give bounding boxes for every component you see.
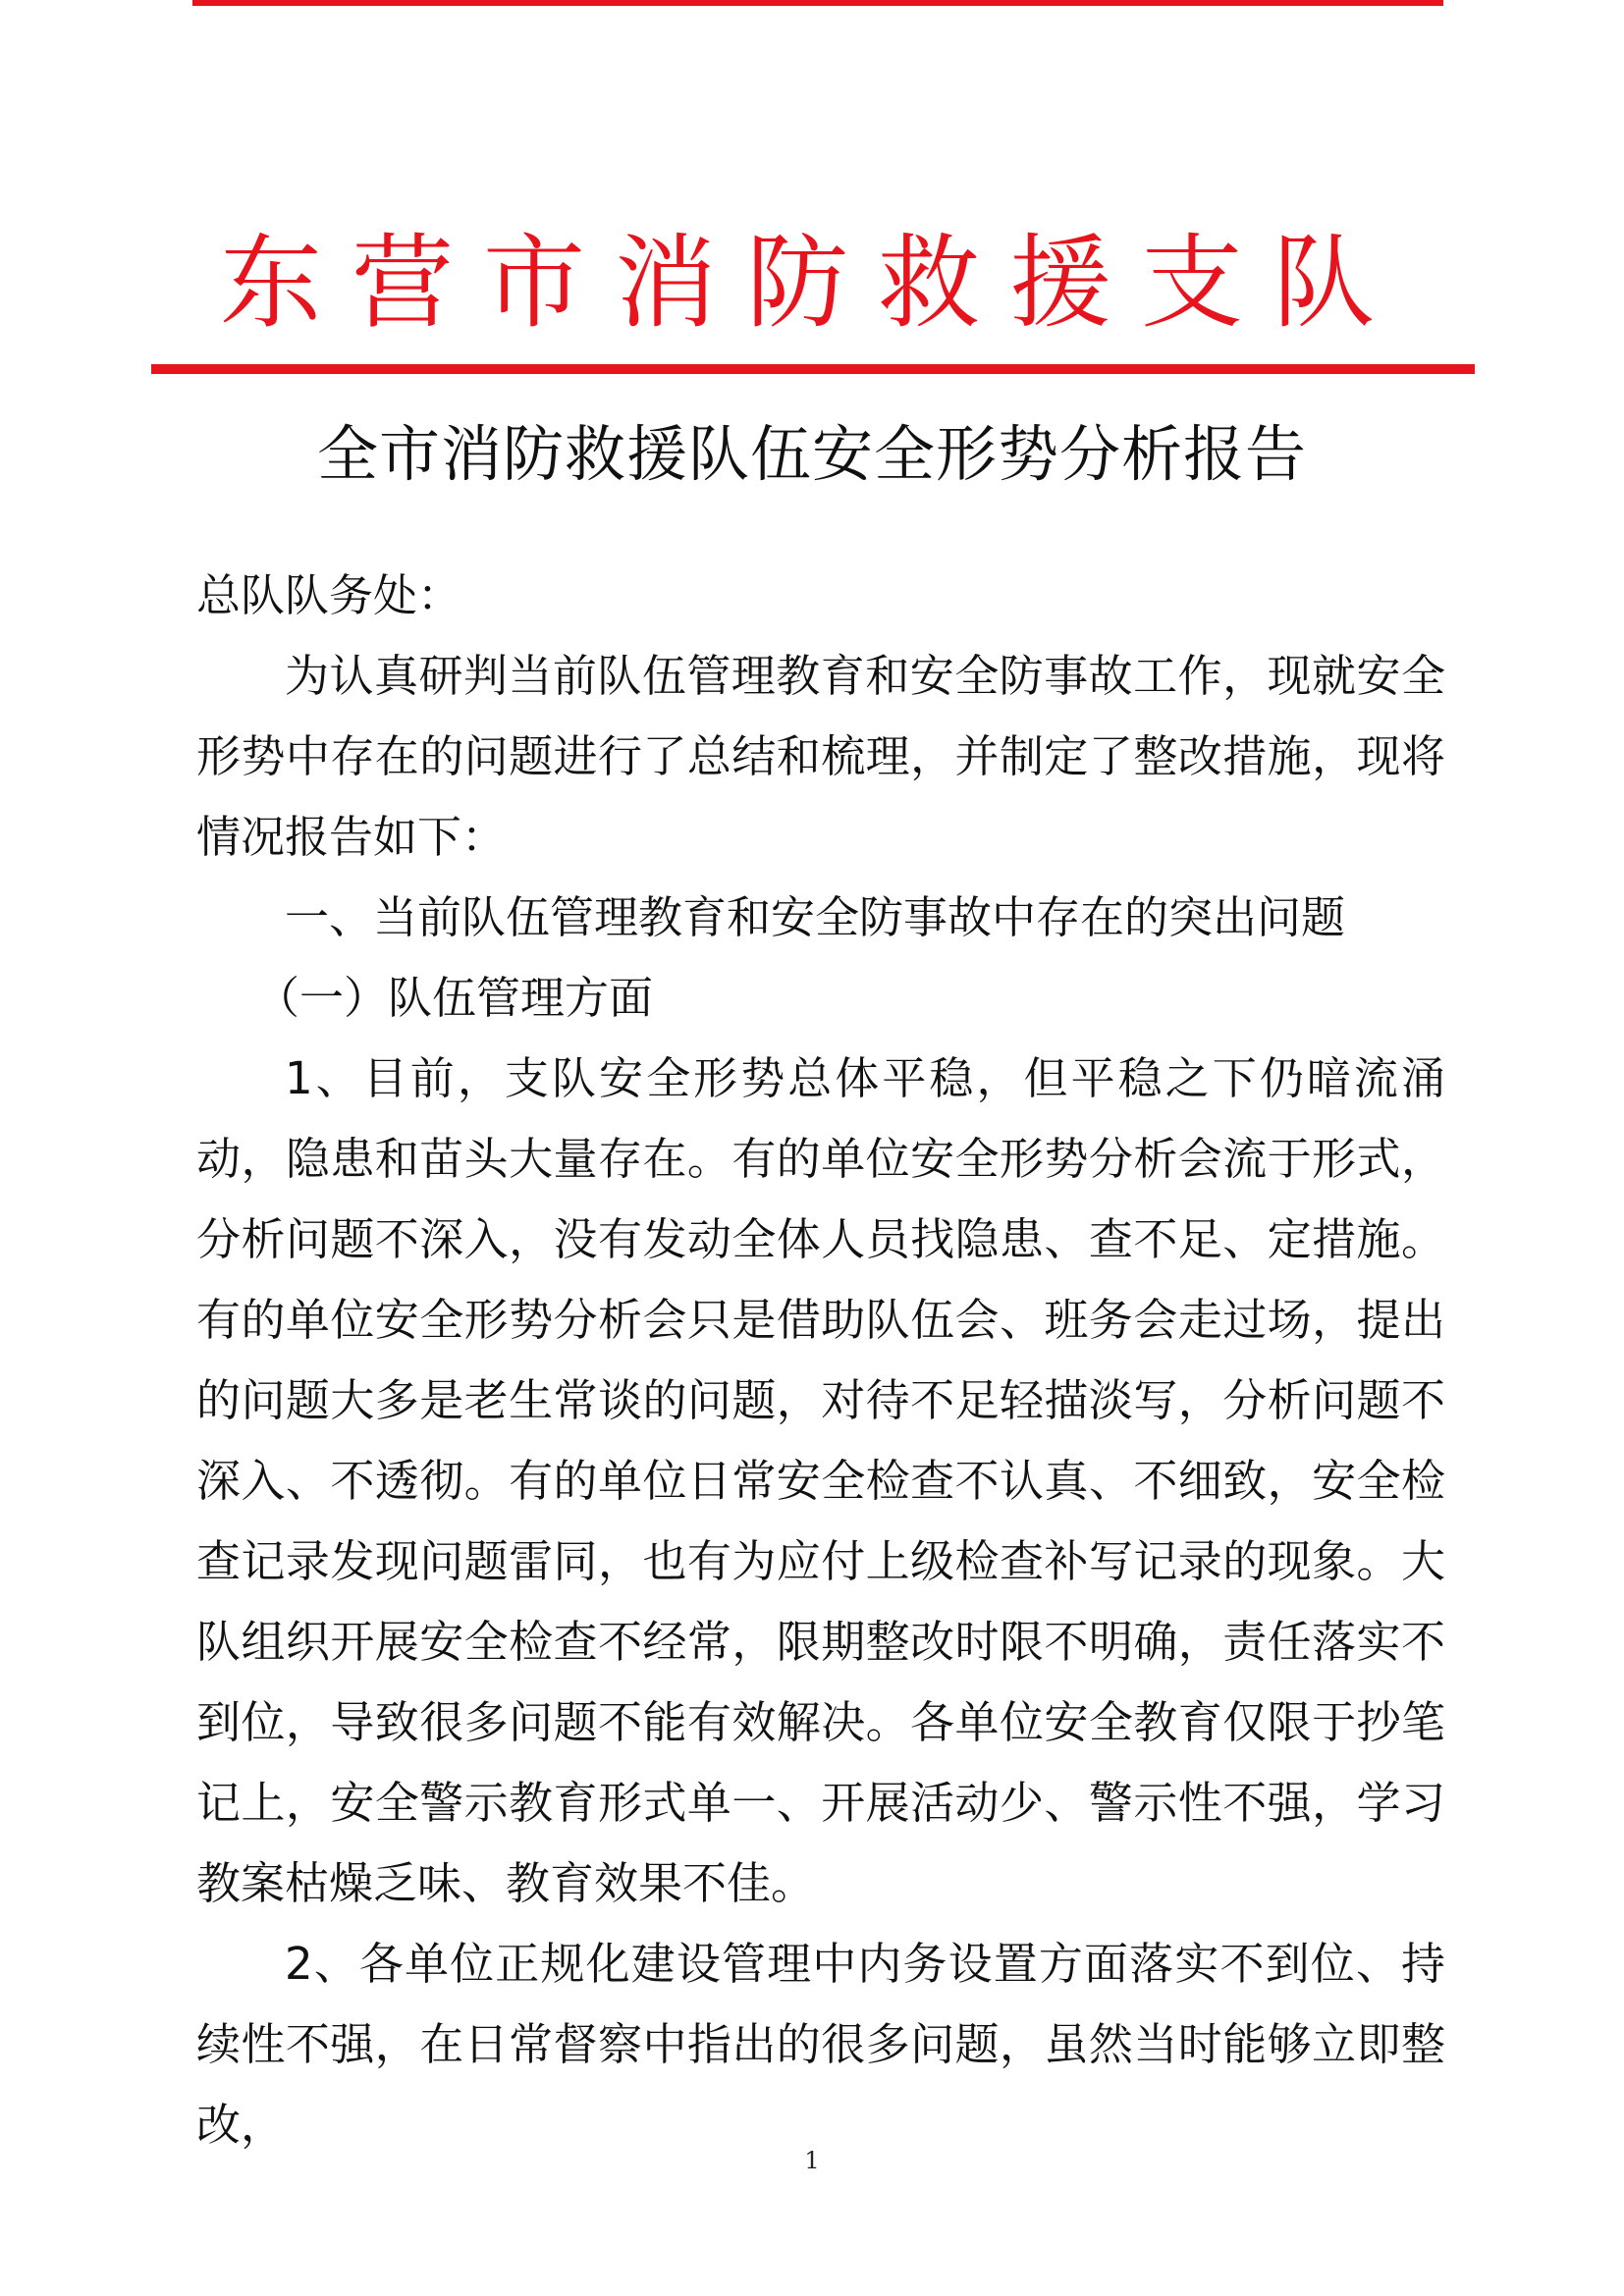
- header-red-rule: [151, 364, 1475, 374]
- organization-header: 东营市消防救援支队: [219, 223, 1404, 343]
- body-paragraph-2: 2、各单位正规化建设管理中内务设置方面落实不到位、持续性不强，在日常督察中指出的很多问题，虽然当时能够立即整改，: [196, 1938, 1445, 2151]
- top-red-rule: [192, 0, 1443, 6]
- salutation: 总队队务处：: [196, 569, 462, 621]
- section-heading: 一、当前队伍管理教育和安全防事故中存在的突出问题: [285, 891, 1346, 943]
- subsection-heading: （一）队伍管理方面: [255, 972, 654, 1024]
- document-body: [196, 556, 1445, 2165]
- page-number: 1: [804, 2147, 820, 2174]
- intro-paragraph: 为认真研判当前队伍管理教育和安全防事故工作，现就安全形势中存在的问题进行了总结和梳理，并制定了整改措施，现将情况报告如下：: [196, 650, 1445, 863]
- document-title: 全市消防救援队伍安全形势分析报告: [316, 418, 1307, 490]
- body-paragraph-1: 1、目前，支队安全形势总体平稳，但平稳之下仍暗流涌动，隐患和苗头大量存在。有的单位安全形势分析会流于形式，分析问题不深入，没有发动全体人员找隐患、查不足、定措施。有的单位安全形势分析会只是借助队伍会、班务会走过场，提出的问题大多是老生常谈的问题，对待不足轻描淡写，分析问题不深入、不透彻。有的单位日常安全检查不认真、不细致，安全检查记录发现问题雷同，也有为应付上级检查补写记录的现象。大队组织开展安全检查不经常，限期整改时限不明确，责任落实不到位，导致很多问题不能有效解决。各单位安全教育仅限于抄笔记上，安全警示教育形式单一、开展活动少、警示性不强，学习教案枯燥乏味、教育效果不佳。: [196, 1052, 1445, 1909]
